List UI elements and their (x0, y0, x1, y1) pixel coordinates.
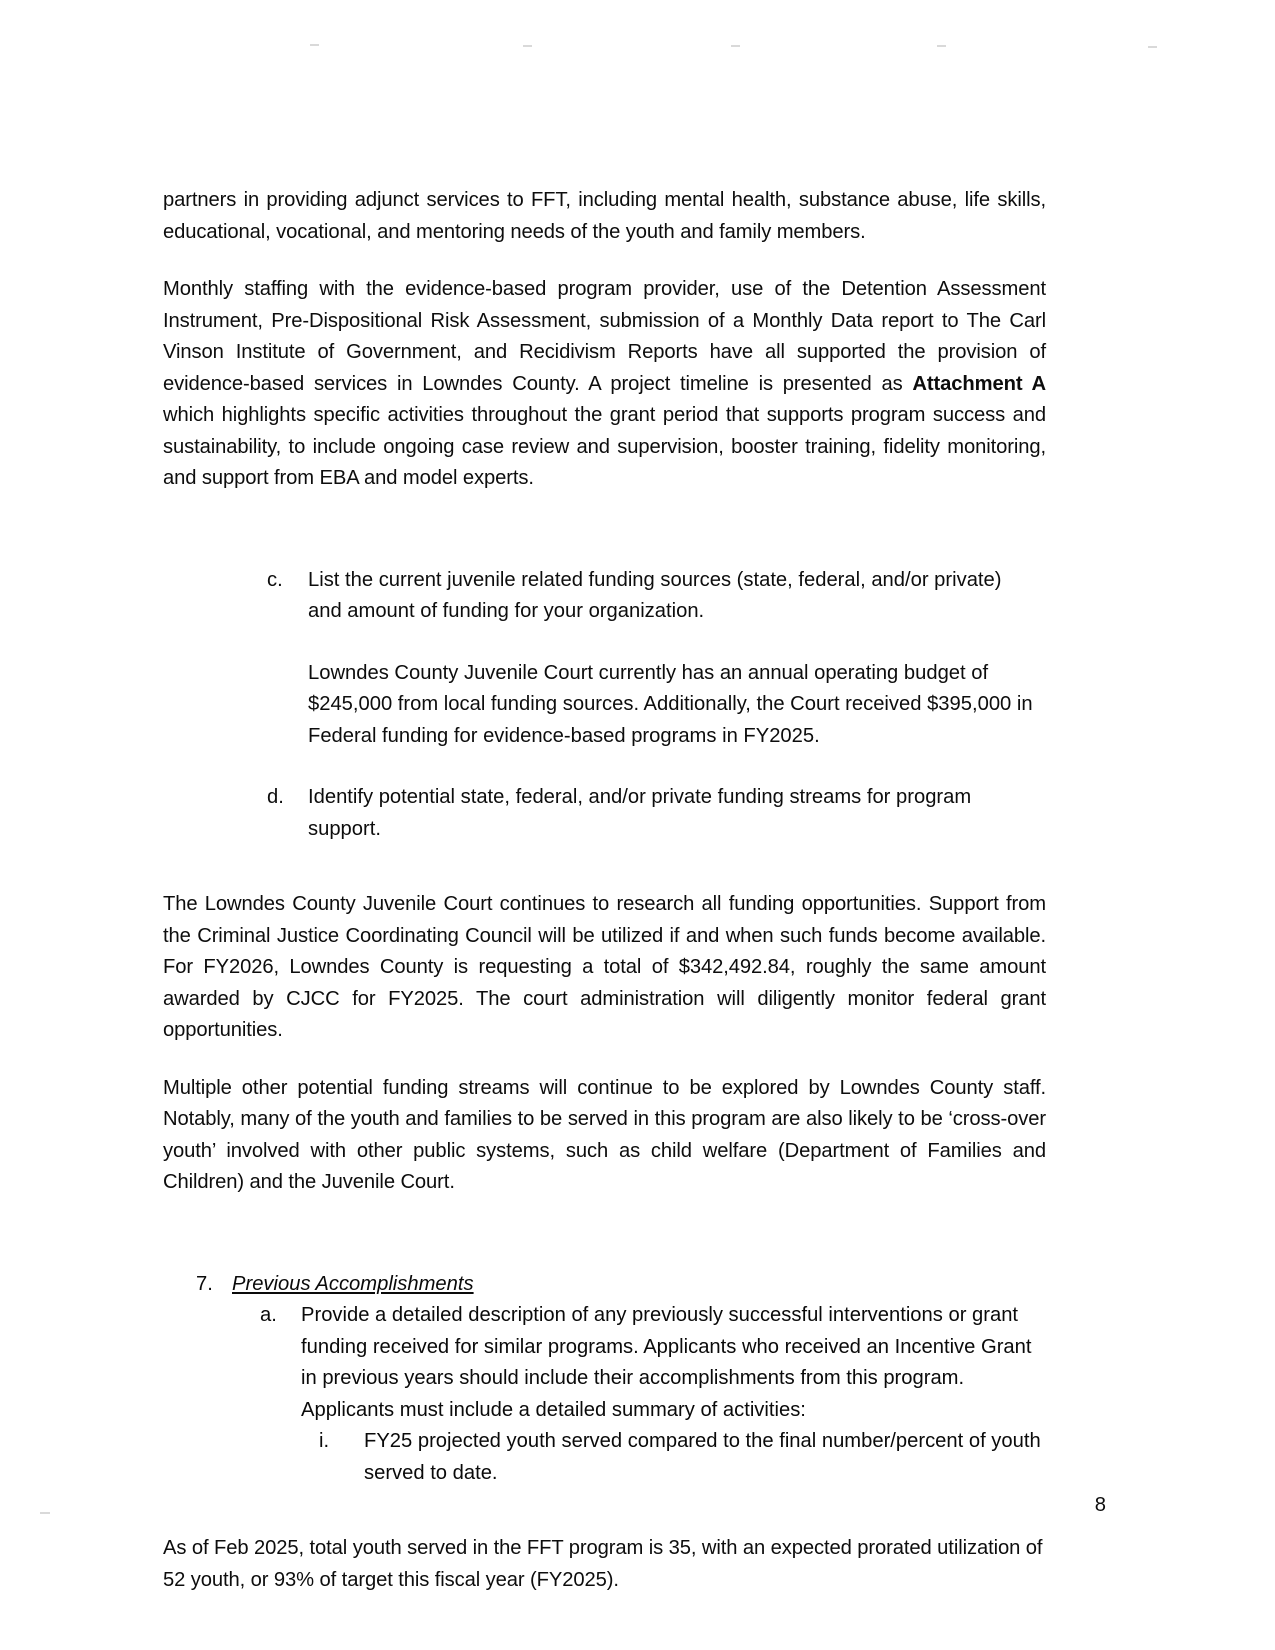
scan-speckle (937, 45, 946, 47)
scan-speckle (1148, 46, 1157, 48)
spacer (163, 1489, 1046, 1533)
list-item-d (267, 782, 1037, 845)
paragraph-youth-served-total: As of Feb 2025, total youth served in the FFT program is 35, with an expected prorated utilization of 52 youth, or 93% of target this fiscal year (FY2025). (163, 1537, 1043, 1591)
paragraph-monthly-staffing (163, 274, 1046, 495)
scan-speckle (40, 1512, 50, 1514)
list-marker-a: a. (260, 1304, 277, 1326)
funding-questions-list (267, 565, 1037, 628)
spacer (163, 1225, 1046, 1269)
funding-questions-list-continued (267, 782, 1037, 845)
scan-speckle (731, 45, 740, 47)
scan-speckle (310, 44, 319, 46)
section-seven-item-a (260, 1300, 1046, 1426)
paragraph-research-funding: The Lowndes County Juvenile Court continues to research all funding opportunities. Support from the Criminal Justice Coordinating Council will be utilized if and when such funds become available. For FY2026, Lowndes County is requesting a total of $342,492.84, roughly the same amount awarded by CJCC for FY2025. The court administration will diligently monitor federal grant opportunities. (163, 893, 1046, 1041)
section-seven-item-i-text: FY25 projected youth served compared to the final number/percent of youth served to date. (364, 1430, 1041, 1484)
page-content (163, 185, 1046, 1596)
section-seven-item-a-text: Provide a detailed description of any previously successful interventions or grant funding received for similar programs. Applicants who received an Incentive Grant in previous years should include their accomplishments from this program. Applicants must include a detailed summary of activities: (301, 1304, 1032, 1421)
spacer (163, 845, 1046, 889)
list-marker-i: i. (319, 1430, 330, 1452)
section-seven-item-i (301, 1426, 1069, 1489)
section-title-previous-accomplishments: Previous Accomplishments (232, 1272, 474, 1295)
list-marker-c: c. (267, 568, 283, 591)
paragraph-intro-continued: partners in providing adjunct services to FFT, including mental health, substance abuse, life skills, educational, vocational, and mentoring needs of the youth and family members. (163, 189, 1046, 243)
scan-speckle (523, 45, 532, 47)
spacer (163, 521, 1046, 565)
section-seven-heading (196, 1269, 1046, 1301)
monthly-staffing-text-part2: which highlights specific activities throughout the grant period that supports program success and sustainability, to include ongoing case review and supervision, booster training, fidelity monitoring, and support from EBA and model experts. (163, 404, 1046, 489)
spacer (163, 628, 1046, 658)
section-seven (196, 1269, 1046, 1490)
page-number: 8 (1094, 1494, 1106, 1516)
attachment-a-reference: Attachment A (912, 372, 1046, 395)
list-item-d-text: Identify potential state, federal, and/or private funding streams for program support. (308, 786, 972, 840)
list-marker-d: d. (267, 786, 284, 808)
list-item-c (267, 565, 1037, 628)
list-item-c-answer: Lowndes County Juvenile Court currently has an annual operating budget of $245,000 from local funding sources. Additionally, the Court received $395,000 in Federal funding for evidence-based programs in FY2025. (308, 661, 1033, 747)
paragraph-multiple-streams: Multiple other potential funding streams will continue to be explored by Lowndes County staff. Notably, many of the youth and families to be served in this program are also likely to be ‘cross-over youth’ involved with other public systems, such as child welfare (Department of Families and Children) and the Juvenile Court. (163, 1076, 1046, 1193)
section-marker-7: 7. (196, 1272, 213, 1295)
list-item-c-text: List the current juvenile related funding sources (state, federal, and/or private) and amount of funding for your organization. (308, 568, 1002, 622)
monthly-staffing-text-part1: Monthly staffing with the evidence-based program provider, use of the Detention Assessment Instrument, Pre-Dispositional Risk Assessment, submission of a Monthly Data report to The Carl Vinson Institute of Government, and Recidivism Reports have all supported the provision of evidence-based services in Lowndes County. A project timeline is presented as (163, 278, 1046, 395)
spacer (163, 752, 1046, 782)
